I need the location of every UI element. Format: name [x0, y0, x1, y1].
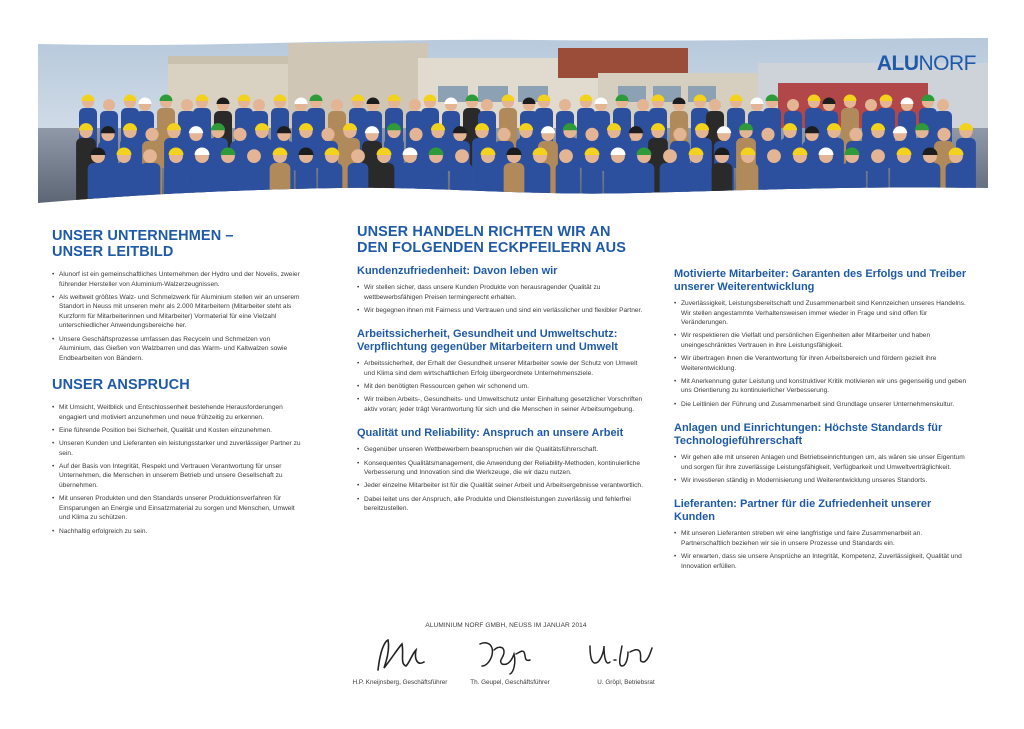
list-item: • Wir erwarten, dass sie unsere Ansprüche an Integrität, Kompetenz, Zuverlässigkeit, Qualität und Innovation erfüllen.	[674, 552, 970, 571]
heading-eckpfeiler: UNSER HANDELN RICHTEN WIR AN DEN FOLGENDEN ECKPFEILERN AUS	[357, 224, 627, 256]
list-item: • Alunorf ist ein gemeinschaftliches Unternehmen der Hydro und der Novelis, zweier führender Hersteller von Aluminium-Walzerzeugnissen.	[52, 270, 302, 289]
heading-anspruch: UNSER ANSPRUCH	[52, 377, 190, 394]
list-anspruch	[52, 403, 302, 536]
list-item: • Wir treiben Arbeits-, Gesundheits- und Umweltschutz unter Einhaltung gesetzlicher Vorschriften aktiv voran; jeder trägt Verantwortung für sich und die Menschen in seiner Arbeitsumgebung.	[357, 395, 647, 414]
list-item: • Zuverlässigkeit, Leistungsbereitschaft und Zusammenarbeit sind Kennzeichen unseres Handelns. Wir stellen angestammte Verhaltensweisen immer wieder in Frage und sind offen für Veränderungen.	[674, 299, 970, 328]
list-item: • Die Leitlinien der Führung und Zusammenarbeit sind Grundlage unserer Unternehmenskultur.	[674, 400, 970, 410]
signatory-caption: H.P. Kneijnsberg, Geschäftsführer	[352, 679, 448, 686]
signatory-caption: U. Gröpl, Betriebsrat	[597, 679, 655, 686]
hero-photo	[38, 38, 988, 203]
list-item: • Mit den benötigten Ressourcen gehen wir schonend um.	[357, 382, 647, 392]
list-item: • Unsere Geschäftsprozesse umfassen das Recyceln und Schmelzen von Aluminium, das Gießen von Walzbarren und das Warm- und Kaltwalzen sowie Endbearbeiten von Bändern.	[52, 335, 302, 364]
section-title-lieferanten: Lieferanten: Partner für die Zufriedenheit unserer Kunden	[674, 498, 932, 524]
list-item: • Mit Anerkennung guter Leistung und konstruktiver Kritik motivieren wir uns gegenseitig und geben uns Orientierung zu kontinuierlicher Verbesserung.	[674, 377, 970, 396]
list-item: • Konsequentes Qualitätsmanagement, die Anwendung der Reliability-Methoden, kontinuierliche Verbesserung und Innovation sind die Werkzeuge, die wir dazu nutzen.	[357, 459, 647, 478]
list-item: • Wir investieren ständig in Modernisierung und Weiterentwicklung unseres Standorts.	[674, 476, 970, 486]
alunorf-logo: ALUNORF	[876, 52, 976, 75]
list-item: • Arbeitssicherheit, der Erhalt der Gesundheit unserer Mitarbeiter sowie der Schutz von Umwelt und Klima sind dem wirtschaftlichen Erfolg übergeordnete Unternehmensziele.	[357, 359, 647, 378]
list-item: • Wir gehen alle mit unseren Anlagen und Betriebseinrichtungen um, als wären sie unser Eigentum und sorgen für ihre zuverlässige Leistungsfähigkeit, Verfügbarkeit und Umweltverträglichkeit.	[674, 453, 970, 472]
list-anlagen	[674, 453, 970, 485]
list-item: • Mit Umsicht, Weitblick und Entschlossenheit bestehende Herausforderungen engagiert und motiviert anzunehmen und neue frühzeitig zu erkennen.	[52, 403, 302, 422]
list-item: • Eine führende Position bei Sicherheit, Qualität und Kosten einzunehmen.	[52, 426, 302, 436]
list-item: • Wir respektieren die Vielfalt und persönlichen Eigenheiten aller Mitarbeiter und haben uneingeschränktes Vertrauen in ihre Leistungsfähigkeit.	[674, 331, 970, 350]
signature-kneijnsberg	[340, 632, 460, 676]
signatory-caption: Th. Geupel, Geschäftsführer	[470, 679, 550, 686]
list-item: • Als weltweit größtes Walz- und Schmelzwerk für Aluminium stellen wir an unserem Standort in Neuss mit unseren mehr als 2.000 Mitarbeitern (Mitarbeiter steht als Kurzform für Mitarbeiterinnen und Mitarbeiter) Vormaterial für eine Vielzahl unterschiedlicher Anwendungsbereiche her.	[52, 293, 302, 331]
section-title-anlagen: Anlagen und Einrichtungen: Höchste Standards für Technologieführerschaft	[674, 422, 943, 448]
column-middle	[357, 224, 647, 518]
list-item: • Gegenüber unseren Wettbewerbern beanspruchen wir die Qualitätsführerschaft.	[357, 445, 647, 455]
list-qualitaet	[357, 445, 647, 513]
section-title-mitarbeiter: Motivierte Mitarbeiter: Garanten des Erfolgs und Treiber unserer Weiterentwicklung	[674, 268, 967, 293]
list-kunden	[357, 283, 647, 315]
list-item: • Nachhaltig erfolgreich zu sein.	[52, 527, 302, 537]
list-item: • Jeder einzelne Mitarbeiter ist für die Qualität seiner Arbeit und Arbeitsergebnisse verantwortlich.	[357, 481, 647, 491]
section-title-qualitaet: Qualität und Reliability: Anspruch an unsere Arbeit	[357, 427, 624, 440]
list-item: • Wir übertragen ihnen die Verantwortung für ihren Arbeitsbereich und fördern gezielt ihre Weiterentwicklung.	[674, 354, 970, 373]
group-photo	[38, 38, 988, 203]
list-sicherheit	[357, 359, 647, 414]
list-item: • Mit unseren Lieferanten streben wir eine langfristige und faire Zusammenarbeit an. Partnerschaftlich beziehen wir sie in unsere Prozesse und Standards ein.	[674, 529, 970, 548]
company-date-line: ALUMINIUM NORF GMBH, NEUSS IM JANUAR 2014	[425, 622, 587, 629]
heading-unternehmen: UNSER UNTERNEHMEN – UNSER LEITBILD	[52, 228, 234, 260]
list-mitarbeiter	[674, 299, 970, 409]
section-title-kunden: Kundenzufriedenheit: Davon leben wir	[357, 265, 558, 277]
signature-groepl	[566, 632, 686, 676]
section-title-sicherheit: Arbeitssicherheit, Gesundheit und Umweltschutz: Verpflichtung gegenüber Mitarbeitern und Umwelt	[357, 328, 618, 354]
list-item: • Auf der Basis von Integrität, Respekt und Vertrauen Verantwortung für unser Unternehmen, die Menschen in unserem Betrieb und unsere Gesellschaft zu übernehmen.	[52, 462, 302, 491]
list-lieferanten	[674, 529, 970, 571]
list-item: • Dabei leitet uns der Anspruch, alle Produkte und Dienstleistungen zuverlässig und fehlerfrei bereitzustellen.	[357, 495, 647, 514]
list-item: • Unseren Kunden und Lieferanten ein leistungsstarker und zuverlässiger Partner zu sein.	[52, 439, 302, 458]
list-leitbild	[52, 270, 302, 363]
column-right	[674, 268, 970, 575]
column-left	[52, 228, 302, 540]
list-item: • Wir begegnen ihnen mit Fairness und Vertrauen und sind ein verlässlicher und flexibler Partner.	[357, 306, 647, 316]
list-item: • Mit unseren Produkten und den Standards unserer Produktionsverfahren für Einsparungen an Energie und Einsatzmaterial zu sorgen und Menschen, Umwelt und Klima zu schützen.	[52, 494, 302, 523]
signature-geupel	[460, 632, 580, 676]
list-item: • Wir stellen sicher, dass unsere Kunden Produkte von herausragender Qualität zu wettbewerbsfähigen Preisen termingerecht erhalten.	[357, 283, 647, 302]
